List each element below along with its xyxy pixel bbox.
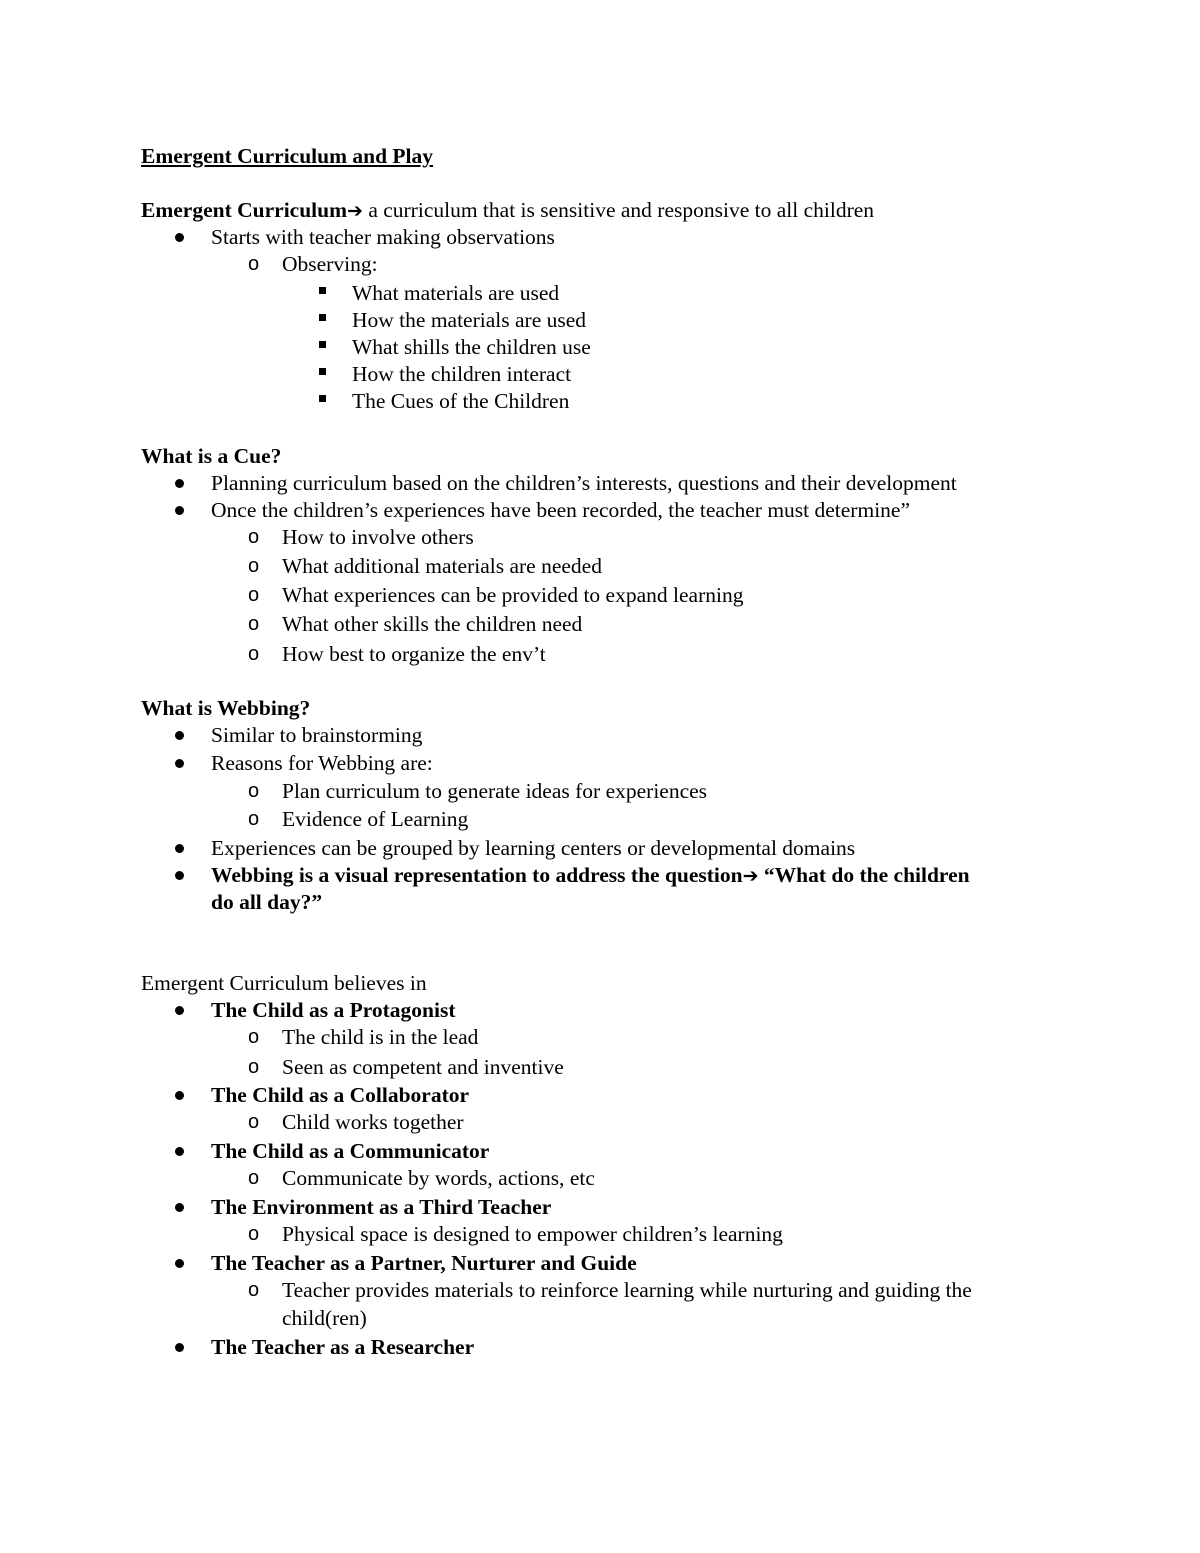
list-item: Similar to brainstorming	[211, 723, 423, 747]
list-item: Teacher provides materials to reinforce learning while nurturing and guiding the	[282, 1278, 972, 1302]
webbing-statement: Webbing is a visual representation to address the question	[211, 863, 743, 887]
list-item: Evidence of Learning	[282, 807, 469, 831]
bullet-icon	[175, 731, 184, 740]
definition-text: a curriculum that is sensitive and responsive to all children	[362, 198, 875, 222]
sub-bullet-icon: o	[248, 1056, 260, 1078]
webbing-question: “What do the children	[758, 863, 970, 887]
list-item-bold	[211, 865, 970, 887]
list-item: Child works together	[282, 1110, 464, 1134]
list-item: Once the children’s experiences have been recorded, the teacher must determine”	[211, 498, 911, 522]
bullet-icon	[175, 1006, 184, 1015]
list-item: Seen as competent and inventive	[282, 1055, 564, 1079]
list-item: What materials are used	[352, 281, 560, 305]
bullet-icon	[175, 844, 184, 853]
sub-bullet-icon: o	[248, 643, 260, 665]
square-bullet-icon	[319, 314, 326, 321]
list-item-continued: child(ren)	[282, 1306, 367, 1330]
bullet-icon	[175, 1343, 184, 1352]
arrow-icon: ➔	[347, 200, 363, 222]
section-heading-webbing: What is Webbing?	[141, 696, 311, 720]
sub-bullet-icon: o	[248, 613, 260, 635]
belief-item: The Child as a Communicator	[211, 1139, 490, 1163]
document-title: Emergent Curriculum and Play	[141, 144, 434, 168]
emergent-curriculum-definition	[141, 200, 874, 222]
list-item: Planning curriculum based on the children’s interests, questions and their development	[211, 471, 957, 495]
bullet-icon	[175, 479, 184, 488]
sub-bullet-icon: o	[248, 555, 260, 577]
bullet-icon	[175, 506, 184, 515]
list-item: Physical space is designed to empower children’s learning	[282, 1222, 783, 1246]
list-item-bold-continued: do all day?”	[211, 890, 323, 914]
bullet-icon	[175, 233, 184, 242]
list-item: How the materials are used	[352, 308, 587, 332]
section-heading-cue: What is a Cue?	[141, 444, 282, 468]
list-item: What experiences can be provided to expand learning	[282, 583, 744, 607]
list-item: How the children interact	[352, 362, 572, 386]
square-bullet-icon	[319, 341, 326, 348]
square-bullet-icon	[319, 395, 326, 402]
list-item: How best to organize the env’t	[282, 642, 546, 666]
sub-bullet-icon: o	[248, 808, 260, 830]
list-item: What additional materials are needed	[282, 554, 602, 578]
list-item: How to involve others	[282, 525, 474, 549]
square-bullet-icon	[319, 287, 326, 294]
sub-bullet-icon: o	[248, 1223, 260, 1245]
bullet-icon	[175, 1147, 184, 1156]
bullet-icon	[175, 1259, 184, 1268]
sub-bullet-icon: o	[248, 253, 260, 275]
list-item: What other skills the children need	[282, 612, 583, 636]
square-bullet-icon	[319, 368, 326, 375]
belief-item: The Child as a Protagonist	[211, 998, 456, 1022]
sub-bullet-icon: o	[248, 1111, 260, 1133]
bullet-icon	[175, 1203, 184, 1212]
list-item: What shills the children use	[352, 335, 591, 359]
belief-item: The Teacher as a Partner, Nurturer and Guide	[211, 1251, 637, 1275]
belief-item: The Child as a Collaborator	[211, 1083, 470, 1107]
sub-bullet-icon: o	[248, 1167, 260, 1189]
belief-item: The Environment as a Third Teacher	[211, 1195, 552, 1219]
list-item: The child is in the lead	[282, 1025, 479, 1049]
list-item: Experiences can be grouped by learning centers or developmental domains	[211, 836, 856, 860]
arrow-icon: ➔	[742, 865, 759, 887]
beliefs-intro: Emergent Curriculum believes in	[141, 971, 427, 995]
belief-item: The Teacher as a Researcher	[211, 1335, 475, 1359]
sub-bullet-icon: o	[248, 584, 260, 606]
list-item: Reasons for Webbing are:	[211, 751, 433, 775]
bullet-icon	[175, 759, 184, 768]
list-item: Plan curriculum to generate ideas for experiences	[282, 779, 708, 803]
bullet-icon	[175, 871, 184, 880]
definition-term: Emergent Curriculum	[141, 198, 348, 222]
list-item: Observing:	[282, 252, 378, 276]
bullet-icon	[175, 1091, 184, 1100]
sub-bullet-icon: o	[248, 1026, 260, 1048]
sub-bullet-icon: o	[248, 1279, 260, 1301]
sub-bullet-icon: o	[248, 526, 260, 548]
sub-bullet-icon: o	[248, 780, 260, 802]
list-item: Communicate by words, actions, etc	[282, 1166, 595, 1190]
list-item: The Cues of the Children	[352, 389, 570, 413]
list-item: Starts with teacher making observations	[211, 225, 555, 249]
